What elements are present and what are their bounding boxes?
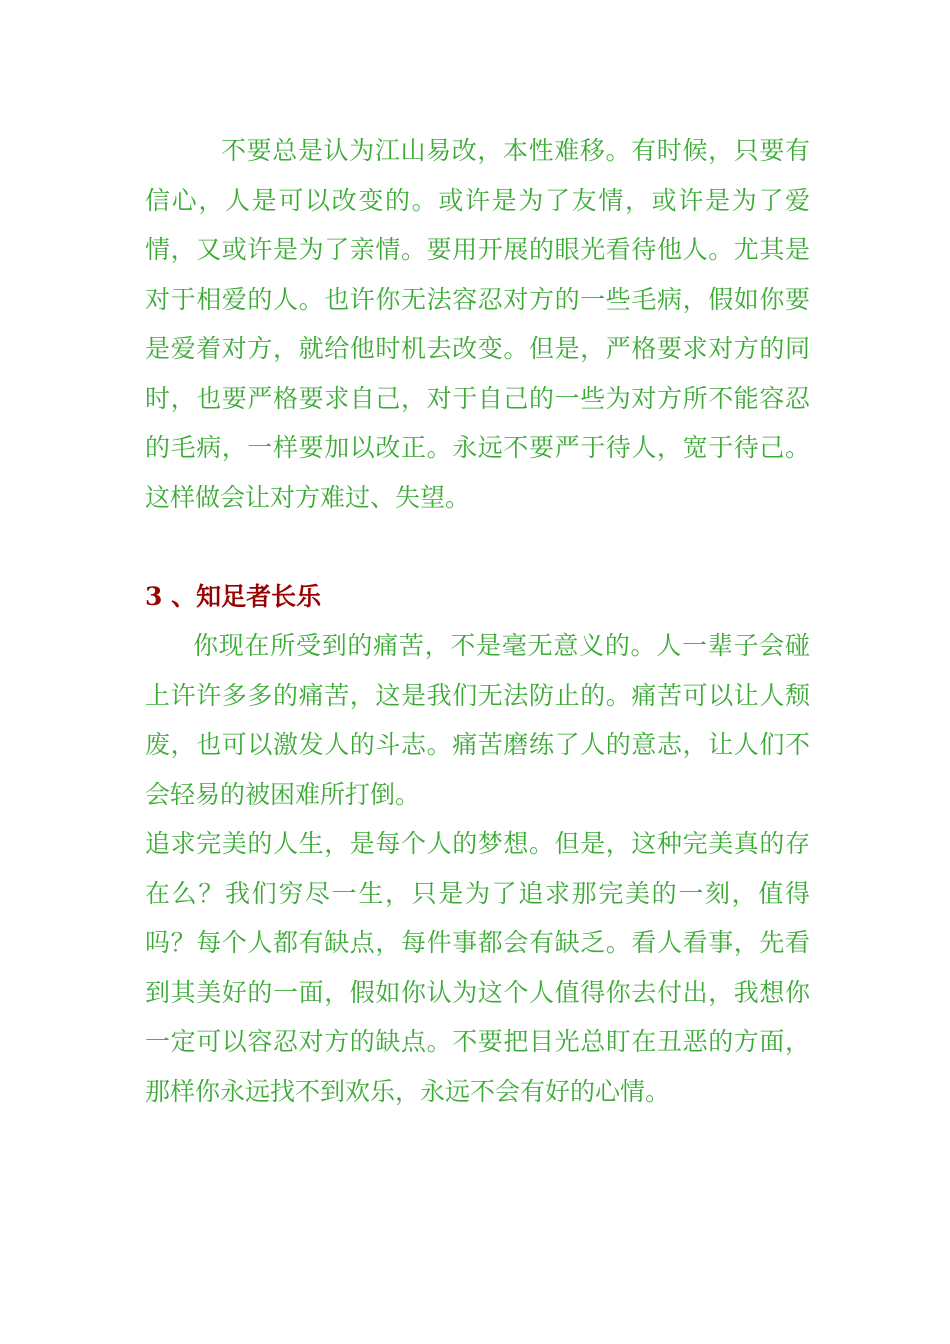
paragraph-perfection: 追求完美的人生，是每个人的梦想。但是，这种完美真的存在么？我们穷尽一生，只是为了追求那完美的一刻，值得吗？每个人都有缺点，每件事都会有缺乏。看人看事，先看到其美好的一面，假如你认为这个人值得你去付出，我想你一定可以容忍对方的缺点。不要把目光总盯在丑恶的方面，那样你永远找不到欢乐，永远不会有好的心情。: [145, 829, 810, 1106]
section-heading: 3 、知足者长乐: [145, 581, 322, 611]
paragraph-suffering: 你现在所受到的痛苦，不是毫无意义的。人一辈子会碰上许许多多的痛苦，这是我们无法防止的。痛苦可以让人颓废，也可以激发人的斗志。痛苦磨练了人的意志，让人们不会轻易的被困难所打倒。: [145, 631, 810, 809]
document-body: [145, 126, 810, 1116]
paragraph-change: 不要总是认为江山易改，本性难移。有时候，只要有信心，人是可以改变的。或许是为了友情，或许是为了爱情，又或许是为了亲情。要用开展的眼光看待他人。尤其是对于相爱的人。也许你无法容忍对方的一些毛病，假如你要是爱着对方，就给他时机去改变。但是，严格要求对方的同时，也要严格要求自己，对于自己的一些为对方所不能容忍的毛病，一样要加以改正。永远不要严于待人，宽于待己。这样做会让对方难过、失望。: [145, 136, 810, 512]
